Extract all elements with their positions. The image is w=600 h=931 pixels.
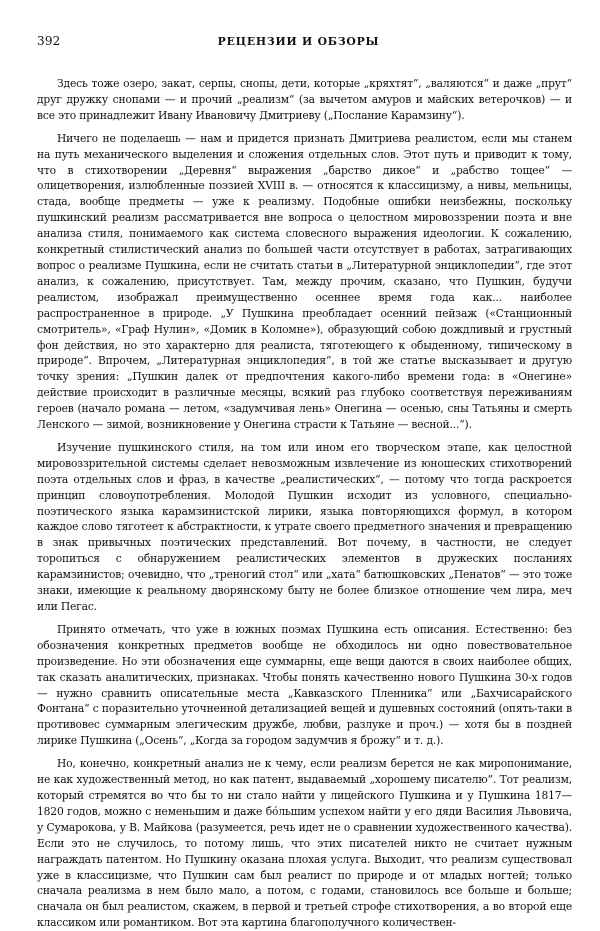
paragraph: Ничего не поделаешь — нам и придется признать Дмитриева реалистом, если мы станем на путь механического выделения и сложения отдельных слов. Этот путь и приводит к тому, что в стихотворении „Деревня“ выражения „барство дикое“ и „рабство тощее“ — олицетворения, излюбленные поэзией XVIII в. — относятся к классицизму, а нивы, мельницы, стада, вообще предметы — уже к реализму. Подобные ошибки неизбежны, поскольку пушкинский реализм рассматривается вне вопроса о целостном мировоззрении поэта и вне анализа стиля, понимаемого как система словесного выражения идеологии. К сожалению, конкретный стилистический анализ по большей части отсутствует в работах, затрагивающих вопрос о реализме Пушкина, если не считать статьи в „Литературной энциклопедии“, где этот анализ, к сожалению, присутствует. Там, между прочим, сказано, что Пушкин, будучи реалистом, изображал преимущественно осеннее время года как... наиболее распространенное в природе. „У Пушкина преобладает осенний пейзаж («Станционный смотритель», «Граф Нулин», «Домик в Коломне»), образующий собою дождливый и грустный фон действия, но это характерно для реалиста, тяготеющего к обыденному, типическому в природе“. Впрочем, „Литературная энциклопедия“, в той же статье высказывает и другую точку зрения: „Пушкин далек от предпочтения какого-либо времени года: в «Онегине» действие происходит в различные месяцы, всякий раз глубоко соответствуя переживаниям героев (начало романа — летом, «задумчивая лень» Онегина — осенью, сны Татьяны и смерть Ленского — зимой, возникновение у Онегина страсти к Татьяне — весной...“). — [37, 131, 572, 432]
page-number: 392 — [37, 34, 61, 48]
paragraph: Изучение пушкинского стиля, на том или ином его творческом этапе, как целостной мировоззрительной системы сделает невозможным извлечение из юношеских стихотворений поэта отдельных слов и фраз, в качестве „реалистических“, — потому что тогда раскроется принцип словоупотребления. Молодой Пушкин исходит из условного, специально-поэтического языка карамзинистской лирики, языка повторяющихся формул, в котором каждое слово тяготеет к абстрактности, к утрате своего предметного значения и превращению в знак привычных поэтических представлений. Вот почему, в частности, не следует торопиться с обнаружением реалистических элементов в дружеских посланиях карамзинистов; очевидно, что „треногий стол“ или „хата“ батюшковских „Пенатов“ — это тоже знаки, имеющие к реальному дворянскому быту не более близкое отношение чем лира, меч или Пегас. — [37, 440, 572, 613]
paragraph: Но, конечно, конкретный анализ не к чему, если реализм берется не как миропонимание, не как художественный метод, но как патент, выдаваемый „хорошему писателю“. Тот реализм, который стремятся во что бы то ни стало найти у лицейского Пушкина и у Пушкина 1817—1820 годов, можно с неменьшим и даже бо́льшим успехом найти у его дяди Василия Львовича, у Сумарокова, у В. Майкова (разумеется, речь идет не о сравнении художественного качества). Если это не случилось, то потому лишь, что этих писателей никто не считает нужным награждать патентом. Но Пушкину оказана плохая услуга. Выходит, что реализм существовал уже в классицизме, что Пушкин сам был реалист по природе и от младых ногтей; только сначала реализма в нем было мало, а потом, с годами, становилось все больше и больше; сначала он был реалистом, скажем, в первой и третьей строфе стихотворения, а во второй еще классиком или романтиком. Вот эта картина благополучного количествен- — [37, 757, 572, 930]
page-header — [37, 34, 572, 56]
paragraph: Здесь тоже озеро, закат, серпы, снопы, дети, которые „кряхтят“, „валяются“ и даже „прут“ друг дружку снопами — и прочий „реализм“ (за вычетом амуров и майских ветерочков) — и все это принадлежит Ивану Ивановичу Дмитриеву („Послание Карамзину“). — [37, 77, 572, 122]
paragraph: Принято отмечать, что уже в южных поэмах Пушкина есть описания. Естественно: без обозначения конкретных предметов вообще не обходилось ни одно повествовательное произведение. Но эти обозначения еще суммарны, еще вещи даются в своих наиболее общих, так сказать аналитических, признаках. Чтобы понять качественно нового Пушкина 30-х годов — нужно сравнить описательные места „Кавказского Пленника“ или „Бахчисарайского Фонтана“ с поразительно уточненной детализацией вещей и душевных состояний (опять-таки в противовес суммарным элегическим дружбе, любви, разлуке и проч.) — хотя бы в поздней лирике Пушкина („Осень“, „Когда за городом задумчив я брожу“ и т. д.). — [37, 622, 572, 748]
running-head: РЕЦЕНЗИИ И ОБЗОРЫ — [217, 35, 380, 48]
body-text — [37, 76, 572, 931]
